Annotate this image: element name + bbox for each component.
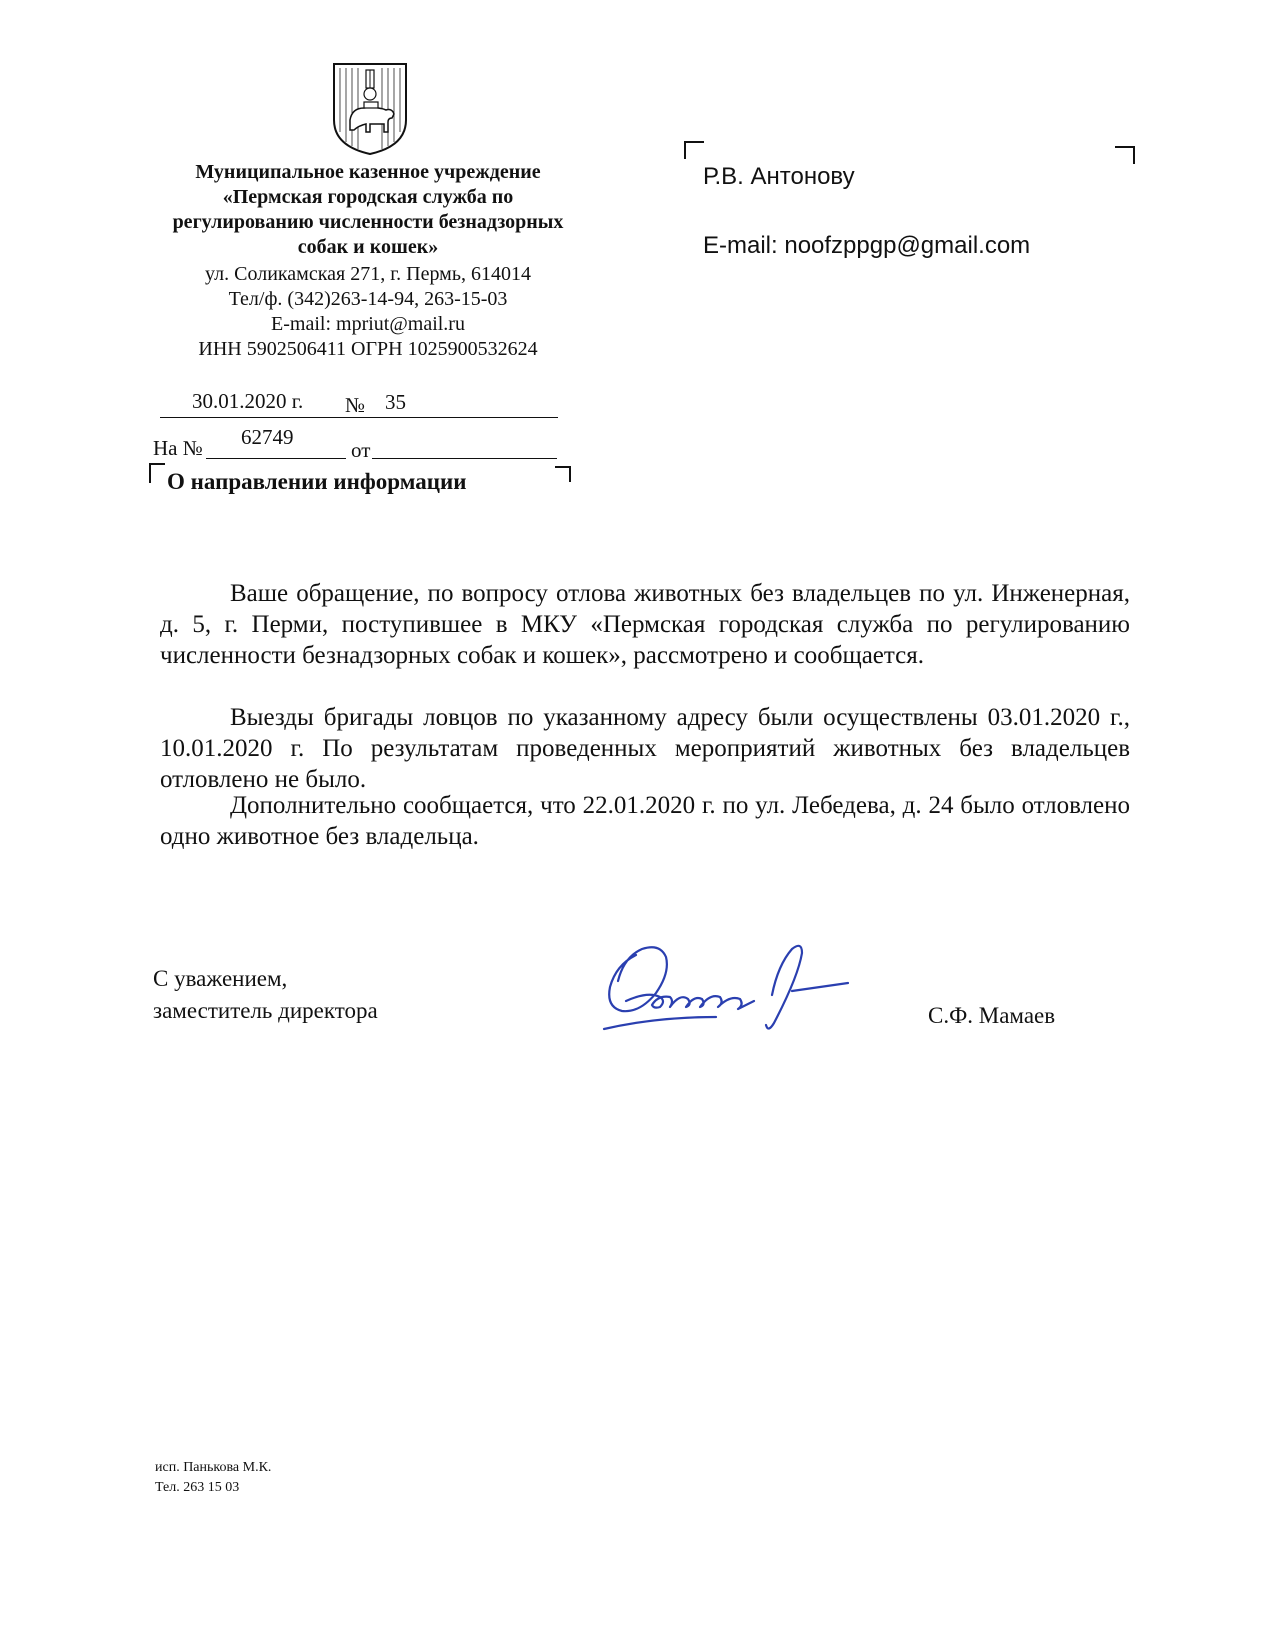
signer-name: С.Ф. Мамаев [928,1003,1056,1028]
addressee-bracket-right [1115,146,1135,164]
addressee-name: Р.В. Антонову [703,163,855,190]
outgoing-number-label: № [345,393,366,417]
in-reply-label: На № [153,436,203,460]
outgoing-date: 30.01.2020 г. [192,389,304,413]
addressee-email: E-mail: noofzppgp@gmail.com [703,232,1031,259]
addressee-bracket-left [684,141,704,159]
body-paragraph-2: Выезды бригады ловцов по указанному адресу были осуществлены 03.01.2020 г., 10.01.2020 г. По результатам проведенных мероприятий животных без владельцев отловлено не было. [160,704,1130,793]
outgoing-underline [160,417,558,418]
subject-bracket-right [555,466,571,482]
handwritten-signature [596,935,856,1040]
subject-line: О направлении информации [167,469,467,494]
in-reply-underline [206,458,346,459]
org-name-line-2: «Пермская городская служба по [222,186,514,208]
org-name-line-4: собак и кошек» [297,236,439,258]
signer-position: заместитель директора [153,998,378,1023]
org-name-line-1: Муниципальное казенное учреждение [195,161,541,183]
org-email: E-mail: mpriut@mail.ru [271,313,465,335]
perm-coat-of-arms-icon [330,62,410,156]
outgoing-number: 35 [385,390,406,414]
body-paragraph-1: Ваше обращение, по вопросу отлова животных без владельцев по ул. Инженерная, д. 5, г. Перми, поступившее в МКУ «Пермская городская служба по регулированию численности безнадзорных собак и кошек», рассмотрено и сообщается. [160,580,1130,669]
org-address: ул. Соликамская 271, г. Пермь, 614014 [205,263,531,285]
in-reply-number: 62749 [241,425,294,449]
from-underline [372,458,557,459]
org-phone: Тел/ф. (342)263-14-94, 263-15-03 [228,288,508,310]
org-name-line-3: регулированию численности безнадзорных [172,211,564,233]
executor-phone: Тел. 263 15 03 [155,1480,240,1495]
body-paragraph-3: Дополнительно сообщается, что 22.01.2020 г. по ул. Лебедева, д. 24 было отловлено одно животное без владельца. [160,792,1130,850]
closing-text: С уважением, [153,966,288,991]
subject-bracket-left [149,463,165,483]
executor-line: исп. Панькова М.К. [155,1460,272,1475]
from-label: от [351,438,371,462]
org-ids: ИНН 5902506411 ОГРН 1025900532624 [198,338,538,360]
